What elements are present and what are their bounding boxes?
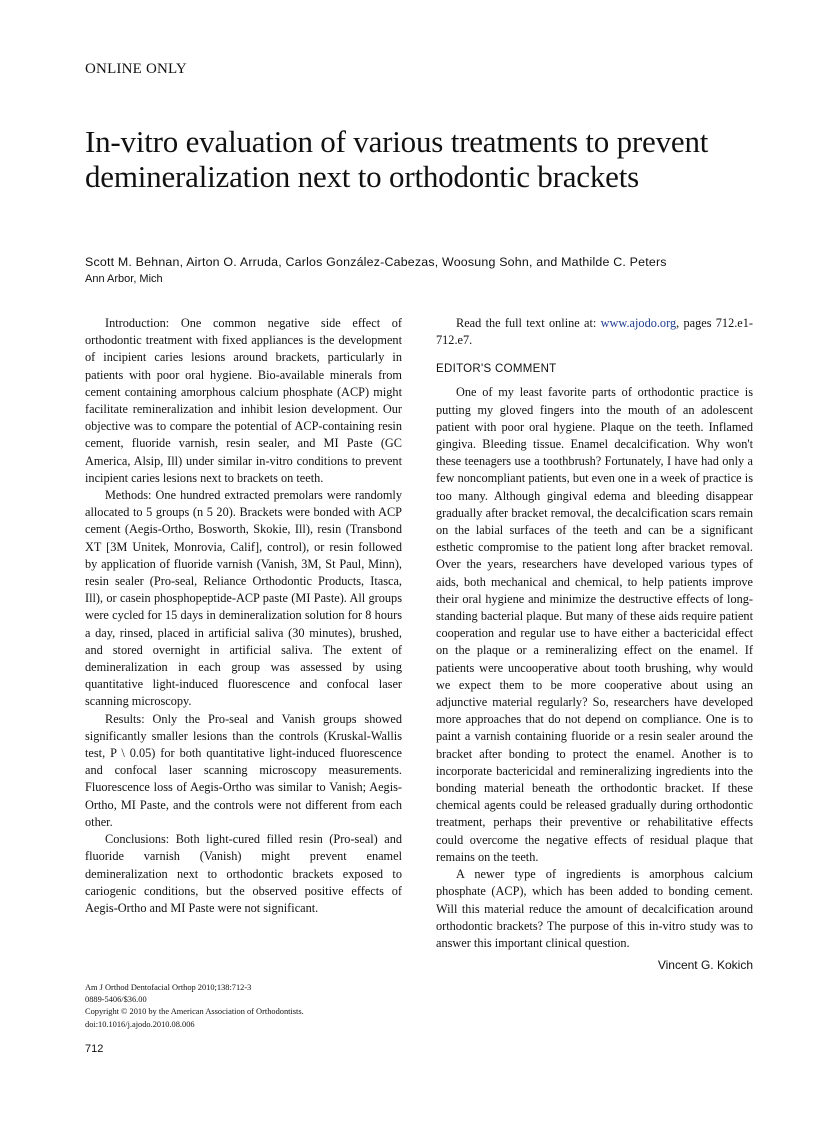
online-note-pages: , pages 712.e1-712.e7. xyxy=(436,316,753,348)
journal-website-link[interactable]: www.ajodo.org xyxy=(600,316,677,330)
abstract-methods: Methods: One hundred extracted premolars were randomly allocated to 5 groups (n 5 20). Brackets were bonded with ACP cement (Aegis-Ortho, Bosworth, Skokie, Ill), resin (Transbond XT [3M Unitek, Monrovia, Calif], control), or resin followed by application of fluoride varnish (Vanish, 3M, St Paul, Minn), resin sealer (Pro-seal, Reliance Orthodontic Products, Itasca, Ill), or casein phosphopeptide-ACP paste (MI Paste). All groups were cycled for 15 days in demineralization solution for 8 hours a day, rinsed, placed in artificial saliva (30 minutes), brushed, and stored overnight in artificial saliva. The extent of demineralization in each group was assessed by using quantitative light-induced fluorescence and confocal laser scanning microscopy. xyxy=(85,488,402,709)
abstract-column xyxy=(85,315,402,917)
issn-price: 0889-5406/$36.00 xyxy=(85,995,147,1005)
editors-comment-paragraph-1: One of my least favorite parts of orthodontic practice is putting my gloved fingers into the mouth of an adolescent patient with poor oral hygiene. Plaque on the teeth. Inflamed gingiva. Bleeding tissue. Enamel decalcification. Why won't these teenagers use a toothbrush? Fortunately, I have had only a few noncompliant patients, but even one in a week of practice is too many. Although gingival edema and bleeding disappear gradually after bracket removal, the decalcification scars remain on the labial surfaces of the teeth and can be a significant esthetic compromise to the patient long after bracket removal. Over the years, researchers have developed various types of aids, both mechanical and chemical, to help patients improve their oral hygiene and minimize the destructive effects of long-standing bacterial plaque. But many of these aids require patient cooperation and regular use to have either a bactericidal effect on the plaque or a remineralizing effect on the enamel. If patients were uncooperative about tooth brushing, why would we expect them to be more cooperative about using an adjunctive material regularly? So, researchers have developed more approaches that do not depend on compliance. One is to paint a varnish containing fluoride or a resin sealer around the bracket after bonding to protect the enamel. Another is to incorporate bactericidal and remineralizing ingredients into the bonding material beneath the orthodontic bracket. If these chemical agents could be released gradually during orthodontic treatment, perhaps their preventive or rehabilitative effects could overcome the negative effects of residual plaque that remains on the teeth. xyxy=(436,385,753,864)
online-note-prefix: Read the full text online at: xyxy=(456,316,601,330)
editors-comment-paragraph-2: A newer type of ingredients is amorphous calcium phosphate (ACP), which has been added to bonding cement. Will this material reduce the amount of decalcification around orthodontic brackets? The purpose of this in-vitro study was to answer this important clinical question. xyxy=(436,867,753,950)
section-label: ONLINE ONLY xyxy=(85,61,187,77)
citation-footnote xyxy=(85,982,415,1031)
author-list: Scott M. Behnan, Airton O. Arruda, Carlos González-Cabezas, Woosung Sohn, and Mathilde C. Peters xyxy=(85,255,667,269)
abstract-conclusions: Conclusions: Both light-cured filled resin (Pro-seal) and fluoride varnish (Vanish) might prevent enamel demineralization next to orthodontic brackets exposed to cariogenic conditions, but the observed positive effects of Aegis-Ortho and MI Paste were not significant. xyxy=(85,832,402,915)
online-full-text-note xyxy=(436,315,753,349)
author-affiliation: Ann Arbor, Mich xyxy=(85,273,163,285)
editors-comment-column xyxy=(436,315,753,972)
doi-line: doi:10.1016/j.ajodo.2010.08.006 xyxy=(85,1019,195,1029)
copyright-line: Copyright © 2010 by the American Association of Orthodontists. xyxy=(85,1007,304,1017)
editors-comment-heading: EDITOR'S COMMENT xyxy=(436,363,557,376)
editor-signature: Vincent G. Kokich xyxy=(657,958,753,973)
page-number: 712 xyxy=(85,1043,104,1055)
article-title: In-vitro evaluation of various treatments to prevent demineralization next to orthodontic brackets xyxy=(85,124,709,194)
abstract-introduction: Introduction: One common negative side effect of orthodontic treatment with fixed appliances is the development of incipient caries lesions around brackets, particularly in patients with poor oral hygiene. Bio-available minerals from cement containing amorphous calcium phosphate (ACP) might facilitate remineralization and inhibit lesion development. Our objective was to compare the potential of ACP-containing resin cement, fluoride varnish, resin sealer, and MI Paste (GC America, Alsip, Ill) under similar in-vitro conditions to prevent incipient caries lesions next to brackets on teeth. xyxy=(85,316,402,485)
journal-citation: Am J Orthod Dentofacial Orthop 2010;138:712-3 xyxy=(85,983,252,992)
abstract-results: Results: Only the Pro-seal and Vanish groups showed significantly smaller lesions than the controls (Kruskal-Wallis test, P \ 0.05) for both quantitative light-induced fluorescence and confocal laser scanning microscopy measurements. Fluorescence loss of Aegis-Ortho was similar to Vanish; Aegis-Ortho, MI Paste, and the controls were not different from each other. xyxy=(85,711,402,829)
